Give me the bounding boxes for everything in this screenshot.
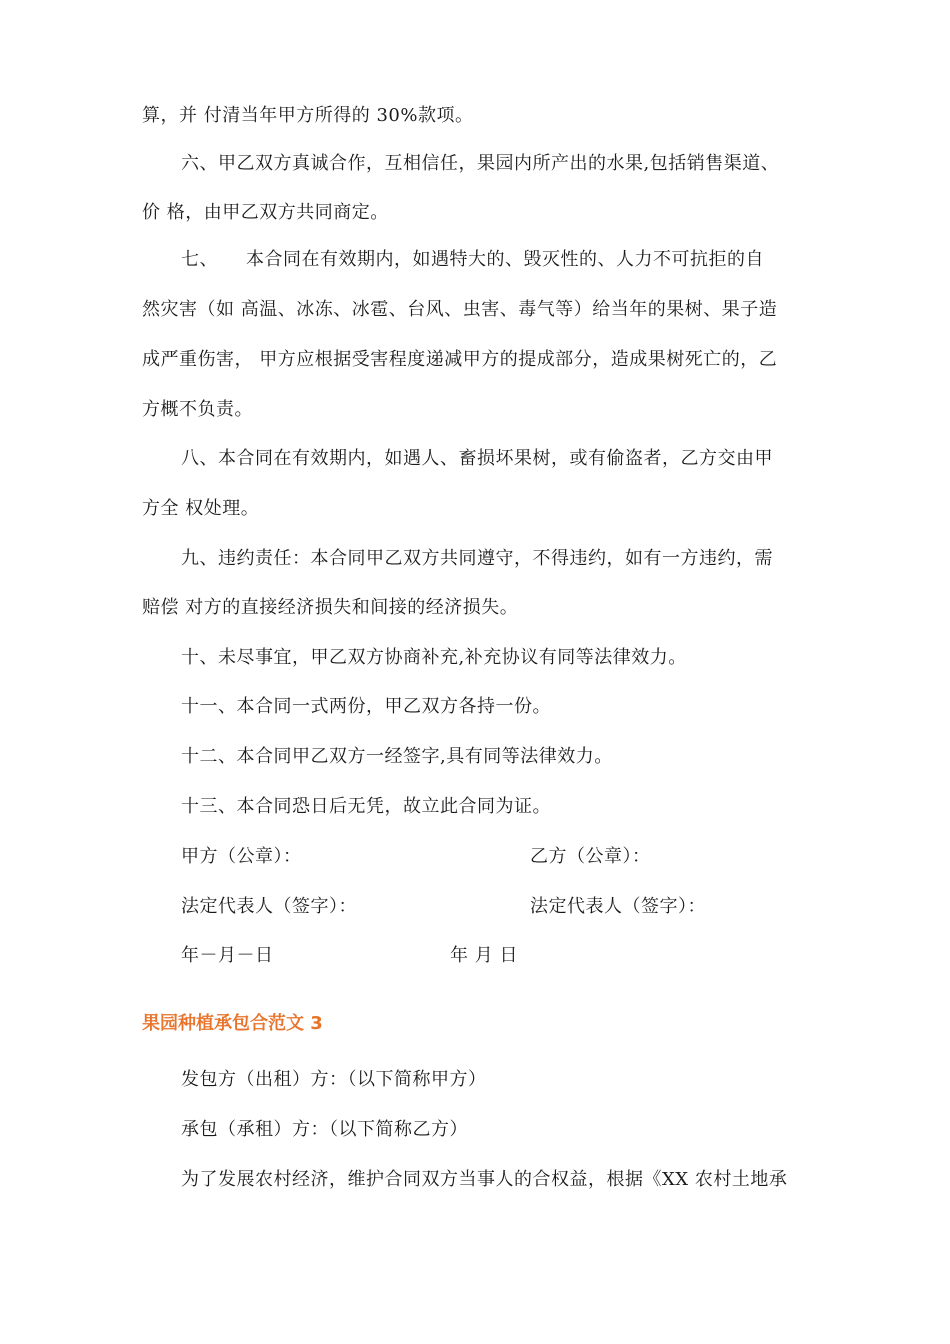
clause-eleven: 十一、本合同一式两份，甲乙双方各持一份。 [181,696,551,717]
contractor-in-line: 承包（承租）方：（以下简称乙方） [181,1119,468,1140]
clause-seven-line1: 七、 本合同在有效期内，如遇特大的、毁灭性的、人力不可抗拒的自 [181,249,764,270]
clause-eight-line1: 八、本合同在有效期内，如遇人、畜损坏果树，或有偷盗者，乙方交由甲 [181,448,773,469]
party-a-date: 年－月－日 [181,945,274,966]
intro-line: 为了发展农村经济，维护合同双方当事人的合权益，根据《XX 农村土地承 [181,1169,788,1190]
clause-nine-line2: 赔偿 对方的直接经济损失和间接的经济损失。 [142,597,519,618]
party-b-seal-label: 乙方（公章）： [530,846,651,867]
clause-six-line2: 价 格，由甲乙双方共同商定。 [142,202,389,223]
clause-ten: 十、未尽事宜，甲乙双方协商补充,补充协议有同等法律效力。 [181,647,687,668]
party-a-seal-label: 甲方（公章）： [181,846,302,867]
clause-twelve: 十二、本合同甲乙双方一经签字,具有同等法律效力。 [181,746,613,767]
clause-five-continuation: 算，并 付清当年甲方所得的 30%款项。 [142,105,474,126]
clause-seven-line3: 成严重伤害， 甲方应根据受害程度递减甲方的提成部分，造成果树死亡的，乙 [142,349,778,370]
clause-nine-line1: 九、违约责任：本合同甲乙双方共同遵守，不得违约，如有一方违约，需 [181,548,773,569]
section-heading: 果园种植承包合范文 3 [142,1013,323,1034]
party-b-date: 年 月 日 [450,945,518,966]
clause-seven-line2: 然灾害（如 高温、冰冻、冰雹、台风、虫害、毒气等）给当年的果树、果子造 [142,299,778,320]
clause-thirteen: 十三、本合同恐日后无凭，故立此合同为证。 [181,796,551,817]
clause-seven-line4: 方概不负责。 [142,399,253,420]
party-b-representative-label: 法定代表人（签字）： [530,896,706,917]
contractor-out-line: 发包方（出租）方：（以下简称甲方） [181,1069,487,1090]
clause-eight-line2: 方全 权处理。 [142,498,260,519]
clause-six-line1: 六、甲乙双方真诚合作，互相信任，果园内所产出的水果,包括销售渠道、 [181,153,780,174]
party-a-representative-label: 法定代表人（签字）： [181,896,357,917]
